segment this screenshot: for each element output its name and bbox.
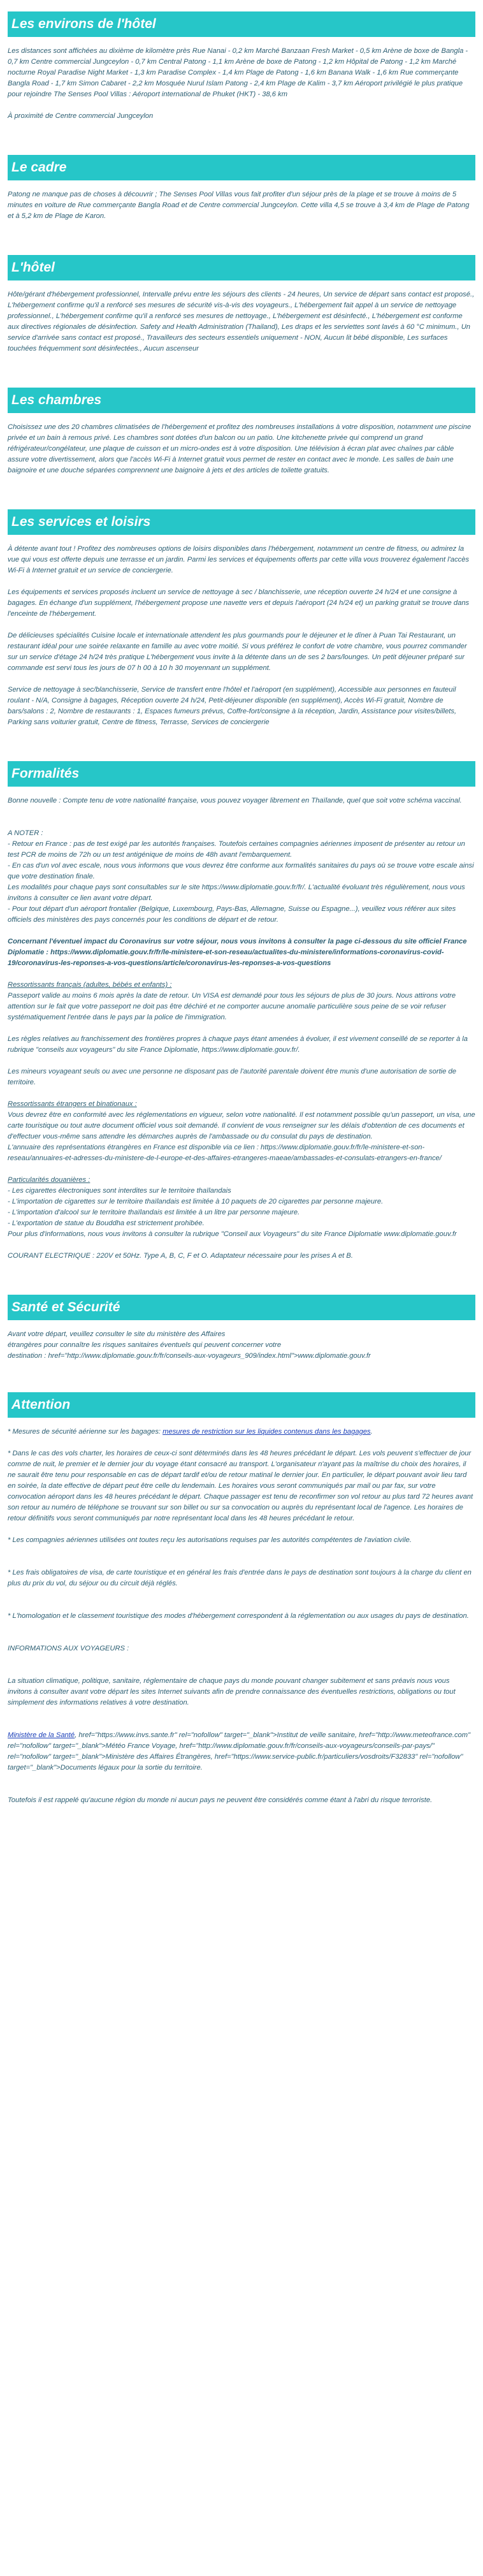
services-paragraph: De délicieuses spécialités Cuisine locale et internationale attendent les plus gourmands pour le déjeuner et le dîner à Puan Tai Restaurant, un restaurant idéal pour une soirée relaxante en famille au avec votre moitié. Si vous préférez le confort de votre chambre, vous pourrez commander sur un service d'étage 24 h/24 très pratique L'hébergement vous invite à la détente dans un de ses 2 bars/lounges. Un petit déjeuner préparé sur commande est servi tous les jours de 07 h 00 à 10 h 30 moyennant un supplément. — [8, 632, 467, 672]
section-title-environs: Les environs de l'hôtel — [8, 11, 475, 37]
health-ministry-link[interactable]: Ministère de la Santé — [8, 1731, 75, 1739]
section-title-hotel: L'hôtel — [8, 255, 475, 280]
note-line: - En cas d'un vol avec escale, nous vous informons que vous devrez être conforme aux formalités sanitaires du pays où se trouve votre escale ainsi que votre destination finale. — [8, 862, 474, 880]
info-title: INFORMATIONS AUX VOYAGEURS : — [8, 1645, 129, 1652]
attention-fees: * Les frais obligatoires de visa, de carte touristique et en général les frais d'entrée dans le pays de destination sont toujours à la charge du client en plus du prix du vol, du séjour ou du circuit déjà réglés. — [8, 1569, 472, 1587]
info-links — [8, 1730, 475, 1773]
section-title-chambres: Les chambres — [8, 388, 475, 413]
section-services — [8, 509, 475, 728]
hotel-text: Hôte/gérant d'hébergement professionnel, Intervalle prévu entre les séjours des clients - 24 heures, Un service de départ sans contact est proposé., L'hébergement confirme qu'il a renforcé ses mesures de sécurité vis-à-vis des voyageurs., L'hébergement fait appel à un service de nettoyage professionnel., L'hébergement confirme qu'il a renforcé ses mesures de nettoyage., L'hébergement est désinfecté., L'hébergement est conforme aux directives régionales de désinfection. Safety and Health Administration (Thailand), Les draps et les serviettes sont lavés à 60 °C minimum., Un service d'arrivée sans contact est proposé., Travailleurs des secteurs essentiels uniquement - NON, Aucun lit bébé disponible, Les surfaces touchées fréquemment sont désinfectées., Aucun ascenseur — [8, 291, 475, 353]
services-paragraph: À détente avant tout ! Profitez des nombreuses options de loisirs disponibles dans l'hébergement, notamment un centre de fitness, ou admirez la vue qui vous est offerte depuis une terrasse et un jardin. Parmi les services et équipements offerts par cette villa vous trouverez également l'accès Wi-Fi à Internet gratuit et un service de conciergerie. — [8, 545, 470, 574]
section-title-attention: Attention — [8, 1392, 475, 1418]
section-title-services: Les services et loisirs — [8, 509, 475, 535]
foreign-directory: L'annuaire des représentations étrangères en France est disponible via ce lien : https://www.diplomatie.gouv.fr/fr/le-ministere-et-son-reseau/annuaires-et-adresses-du-ministere-de-l-europe-et-des-affaires-etrangeres-maeae/ambassades-et-consulats-etrangers-en-france/ — [8, 1144, 442, 1162]
minors-text: Les mineurs voyageant seuls ou avec une personne ne disposant pas de l'autorité parentale doivent être munis d'une autorisation de sortie de territoire. — [8, 1068, 456, 1086]
sante-line: Avant votre départ, veuillez consulter le site du ministère des Affaires — [8, 1330, 226, 1338]
liquids-restriction-link[interactable]: mesures de restriction sur les liquides contenus dans les bagages — [162, 1428, 371, 1436]
section-attention — [8, 1392, 475, 1806]
note-line: - Pour tout départ d'un aéroport frontalier (Belgique, Luxembourg, Pays-Bas, Allemagne, Suisse ou Espagne...), veuillez vous référer aux sites officiels des ministères des pays concernés pour les conditions de départ et de retour. — [8, 905, 456, 924]
note-line: - Retour en France : pas de test exigé par les autorités françaises. Toutefois certaines compagnies aériennes imposent de présenter au retour un test PCR de moins de 72h ou un test antigénique de moins de 48h avant l'embarquement. — [8, 840, 465, 859]
formalites-intro: Bonne nouvelle : Compte tenu de votre nationalité française, vous pouvez voyager librement en Thaïlande, quel que soit votre schéma vaccinal. — [8, 797, 462, 804]
section-title-sante: Santé et Sécurité — [8, 1295, 475, 1320]
baggage-prefix: * Mesures de sécurité aérienne sur les bagages: — [8, 1428, 163, 1436]
foreign-title: Ressortissants étrangers et binationaux : — [8, 1100, 137, 1108]
sante-line: étrangères pour connaître les risques sanitaires éventuels qui peuvent concerner votre — [8, 1341, 282, 1349]
customs-line: Pour plus d'informations, nous vous invitons à consulter la rubrique "Conseil aux Voyageurs" du site France Diplomatie www.diplomatie.gouv.fr — [8, 1230, 457, 1238]
attention-classification: * L'homologation et le classement touristique des modes d'hébergement correspondent à la réglementation ou aux usages du pays de destination. — [8, 1612, 469, 1620]
note-title: A NOTER : — [8, 829, 43, 837]
section-cadre — [8, 155, 475, 222]
terrorism-notice: Toutefois il est rappelé qu'aucune région du monde ni aucun pays ne peuvent être considérés comme étant à l'abri du risque terroriste. — [8, 1796, 433, 1804]
section-title-cadre: Le cadre — [8, 155, 475, 180]
section-title-formalites: Formalités — [8, 761, 475, 787]
customs-title: Particularités douanières : — [8, 1176, 90, 1184]
environs-proximity: À proximité de Centre commercial Jungceylon — [8, 112, 154, 120]
customs-line: - L'exportation de statue du Bouddha est strictement prohibée. — [8, 1219, 205, 1227]
section-environs — [8, 11, 475, 122]
environs-distances: Les distances sont affichées au dixième de kilomètre près Rue Nanai - 0,2 km Marché Banzaan Fresh Market - 0,5 km Arène de boxe de Bangla - 0,7 km Centre commercial Jungceylon - 0,7 km Central Patong - 1,1 km Arène de boxe de Patong - 1,2 km Hôpital de Patong - 1,2 km Marché nocturne Royal Paradise Night Market - 1,3 km Paradise Complex - 1,4 km Plage de Patong - 1,6 km Banana Walk - 1,6 km Rue commerçante Bangla Road - 1,7 km Simon Cabaret - 2,2 km Mosquée Nurul Islam Patong - 2,4 km Plage de Kalim - 3,7 km Aéroport privilégié le plus pratique pour rejoindre The Senses Pool Villas : Aéroport international de Phuket (HKT) - 38,6 km — [8, 47, 468, 98]
rules-text: Les règles relatives au franchissement des frontières propres à chaque pays étant amenées à évoluer, il est vivement conseillé de se reporter à la rubrique "conseils aux voyageurs" du site France Diplomatie, https://www.diplomatie.gouv.fr/. — [8, 1035, 468, 1054]
section-formalites — [8, 761, 475, 1262]
section-sante — [8, 1295, 475, 1362]
section-chambres — [8, 388, 475, 476]
cadre-text: Patong ne manque pas de choses à découvrir ; The Senses Pool Villas vous fait profiter d'un séjour près de la plage et se trouve à moins de 5 minutes en voiture de Rue commerçante Bangla Road et de Centre commercial Jungceylon. Cette villa 4,5 se trouve à 3,4 km de Plage de Patong et à 5,2 km de Plage de Karon. — [8, 191, 470, 220]
electric-info: COURANT ELECTRIQUE : 220V et 50Hz. Type A, B, C, F et O. Adaptateur nécessaire pour les prises A et B. — [8, 1252, 353, 1260]
sante-line: destination : href="http://www.diplomatie.gouv.fr/fr/conseils-aux-voyageurs_909/index.html">www.diplomatie.gouv.fr — [8, 1352, 371, 1360]
resident-title: Ressortissants français (adultes, bébés et enfants) : — [8, 981, 172, 989]
services-paragraph: Les équipements et services proposés incluent un service de nettoyage à sec / blanchisserie, une réception ouverte 24 h/24 et une consigne à bagages. En échange d'un supplément, l'hébergement propose une navette vers et depuis l'aéroport (24 h/24 et) un parking gratuit se trouve dans l'enceinte de l'hébergement. — [8, 588, 470, 618]
customs-line: - L'importation de cigarettes sur le territoire thaïlandais est limitée à 10 paquets de 20 cigarettes par personne majeure. — [8, 1198, 384, 1205]
customs-line: - Les cigarettes électroniques sont interdites sur le territoire thaïlandais — [8, 1187, 231, 1195]
resident-text: Passeport valide au moins 6 mois après la date de retour. Un VISA est demandé pour tous les séjours de plus de 30 jours. Nous attirons votre attention sur le fait que votre passeport ne doit pas être déchiré et ne comporter aucune anomalie particulière sous peine de se voir refuser systématiquement l'entrée dans le pays par la police de l'immigration. — [8, 992, 456, 1021]
info-text: La situation climatique, politique, sanitaire, réglementaire de chaque pays du monde pouvant changer subitement et sans préavis nous vous invitons à consulter avant votre départ les sites Internet suivants afin de prendre connaissance des éventuelles restrictions, obligations ou tout simplement des informations relatives à votre destination. — [8, 1677, 456, 1706]
baggage-suffix: . — [370, 1428, 373, 1436]
attention-baggage — [8, 1427, 475, 1437]
attention-charter: * Dans le cas des vols charter, les horaires de ceux-ci sont déterminés dans les 48 heures précédant le départ. Les vols peuvent s'effectuer de jour comme de nuit, le premier et le dernier jour du voyage étant consacré au transport. L'organisateur n'ayant pas la maîtrise du choix des horaires, il ne saurait être tenu pour responsable en cas de départ tardif et/ou de retour matinal le dernier jour. En particulier, le départ pouvant avoir lieu tard en soirée, la date effective de départ peut être celle du lendemain. Les horaires vous seront communiqués par mail ou par fax, sur votre convocation aéroport dans les 48 heures précédant le départ. Chaque passager est tenu de reconfirmer son vol retour au plus tard 72 heures avant son retour au numéro de téléphone se trouvant sur son billet ou sur sa convocation ou auprès du représentant local de l'agence. Les horaires de retour définitifs vous seront communiqués par notre représentant local dans les 48 heures précédant le retour. — [8, 1450, 473, 1522]
note-line: Les modalités pour chaque pays sont consultables sur le site https://www.diplomatie.gouv.fr/fr/. L'actualité évoluant très régulièrement, nous vous invitons à consulter ce lien avant votre départ. — [8, 884, 465, 902]
covid-notice: Concernant l'éventuel impact du Coronavirus sur votre séjour, nous vous invitons à consulter la page ci-dessous du site officiel France Diplomatie : https://www.diplomatie.gouv.fr/fr/le-ministere-et-son-reseau/actualites-du-ministere/informations-coronavirus-covid-19/coronavirus-les-reponses-a-vos-questions/article/coronavirus-les-reponses-a-vos-questions — [8, 938, 467, 967]
section-hotel — [8, 255, 475, 354]
info-links-text: , href="https://www.invs.sante.fr" rel="nofollow" target="_blank">Institut de veille sanitaire, href="http://www.meteofrance.com" rel="nofollow" target="_blank">Météo France Voyage, href="http://www.diplomatie.gouv.fr/fr/conseils-aux-voyageurs/conseils-par-pays/" rel="nofollow" target="_blank">Ministère des Affaires Étrangères, href="https://www.service-public.fr/particuliers/vosdroits/F32833" rel="nofollow" target="_blank">Documents légaux pour la sortie du territoire. — [8, 1731, 471, 1772]
foreign-text: Vous devrez être en conformité avec les réglementations en vigueur, selon votre nationalité. Il est notamment possible qu'un passeport, un visa, une carte touristique ou tout autre document officiel vous soit demandé. Il convient de vous renseigner sur les délais d'obtention de ces documents et d'effectuer vous-même sans attendre les démarches auprès de l'ambassade ou du consulat du pays de destination. — [8, 1111, 475, 1140]
chambres-text: Choisissez une des 20 chambres climatisées de l'hébergement et profitez des nombreuses installations à votre disposition, notamment une piscine privée et un bain à remous privé. Les chambres sont dotées d'un balcon ou un patio. Une kitchenette privée qui comprend un grand réfrigérateur/congélateur, une plaque de cuisson et un micro-ondes est à votre disposition. Une télévision à écran plat avec chaînes par câble assure votre divertissement, alors que l'accès Wi-Fi à Internet gratuit vous permet de rester en contact avec le monde. Les salles de bain une baignoire et une douche séparées comprennent une baignoire à jets et des articles de toilette gratuits. — [8, 423, 472, 474]
services-list: Service de nettoyage à sec/blanchisserie, Service de transfert entre l'hôtel et l'aéroport (en supplément), Accessible aux personnes en fauteuil roulant - N/A, Consigne à bagages, Réception ouverte 24 h/24, Petit-déjeuner disponible (en supplément), Accès Wi-Fi gratuit, Nombre de bars/salons : 2, Nombre de restaurants : 1, Espaces fumeurs prévus, Coffre-fort/consigne à la réception, Jardin, Assistance pour visites/billets, Parking sans voiturier gratuit, Centre de fitness, Terrasse, Services de conciergerie — [8, 686, 457, 726]
customs-line: - L'importation d'alcool sur le territoire thaïlandais est limitée à un litre par personne majeure. — [8, 1209, 300, 1216]
attention-airlines: * Les compagnies aériennes utilisées ont toutes reçu les autorisations requises par les autorités compétentes de l'aviation civile. — [8, 1536, 412, 1544]
